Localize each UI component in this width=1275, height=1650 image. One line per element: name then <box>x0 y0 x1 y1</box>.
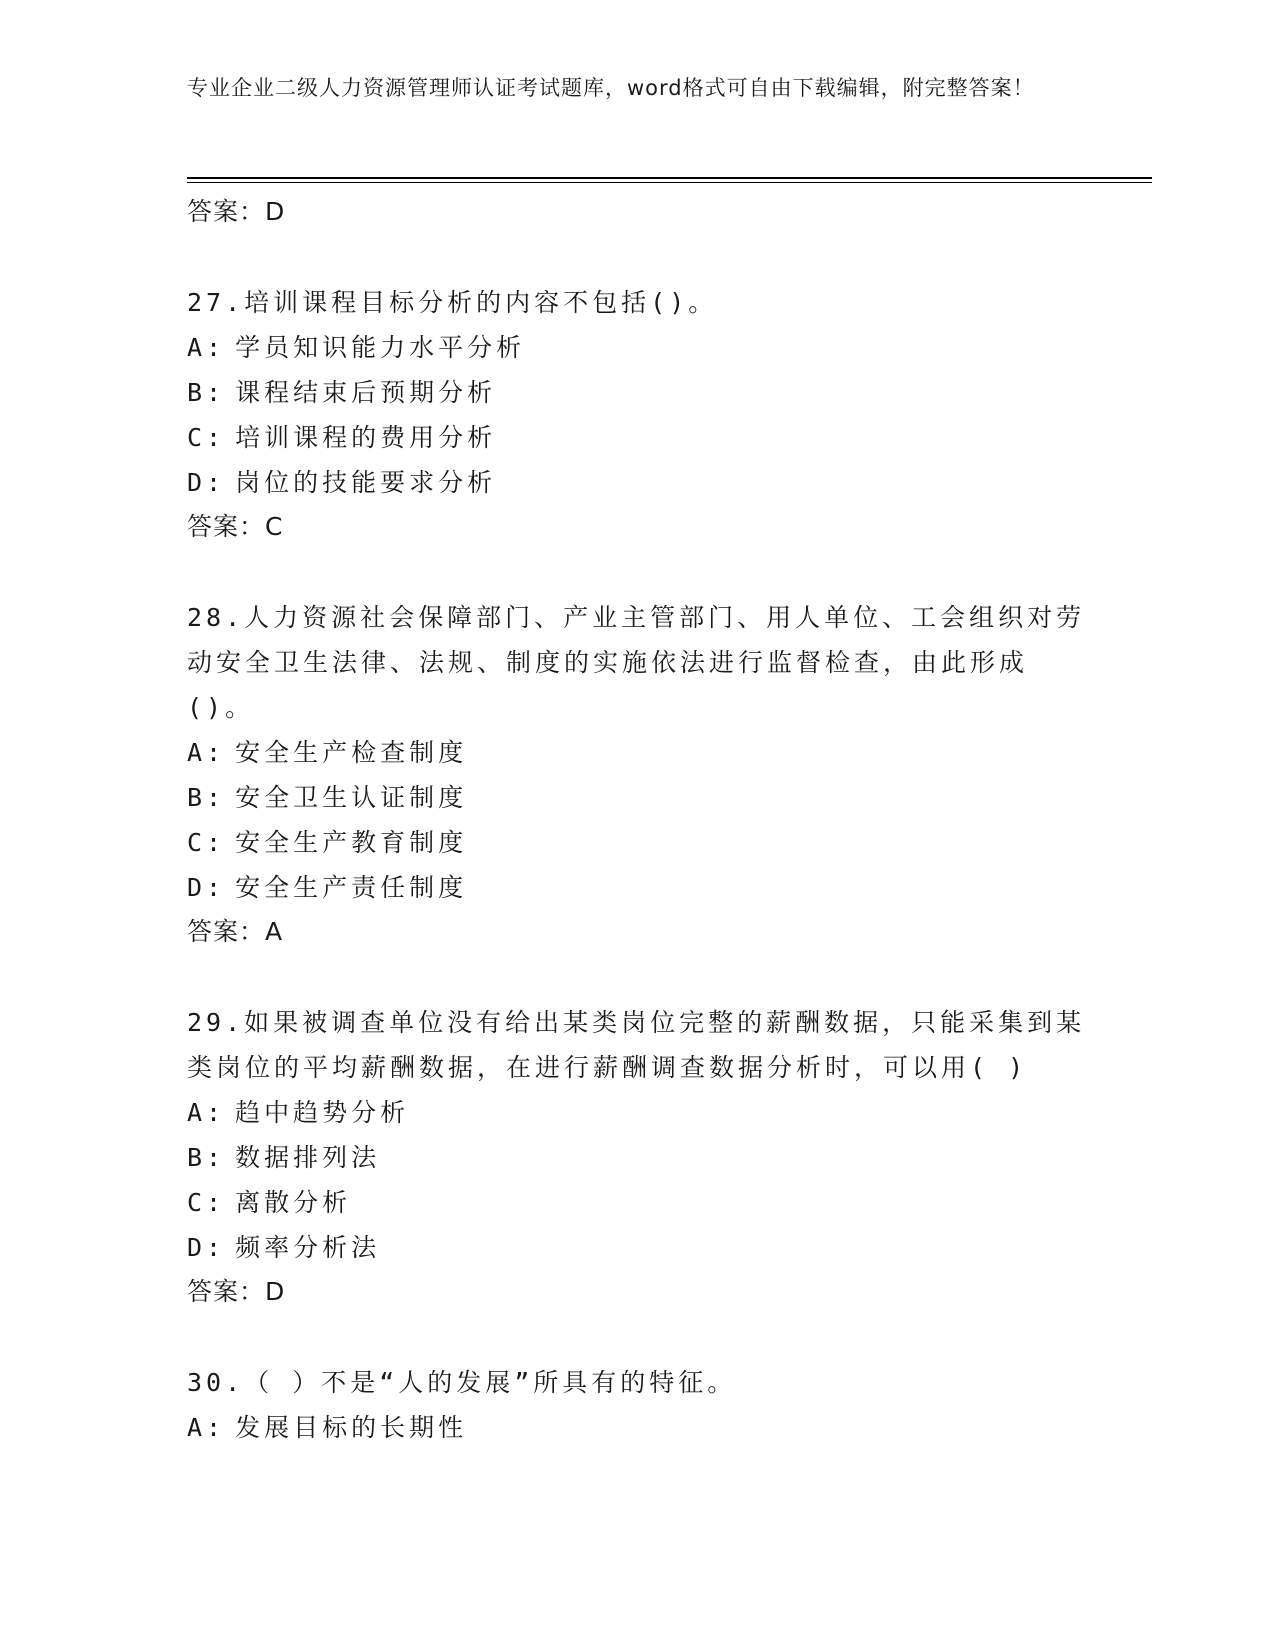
option-text: 安全生产责任制度 <box>235 873 468 902</box>
question-item <box>187 1000 1087 1314</box>
option-a <box>187 1090 1087 1135</box>
option-text: 趋中趋势分析 <box>235 1098 410 1127</box>
question-item <box>187 280 1087 549</box>
option-b <box>187 1135 1087 1180</box>
option-key: B: <box>187 783 226 812</box>
answer-label: 答案：A <box>187 917 284 946</box>
question-text: 30.（ ）不是“人的发展”所具有的特征。 <box>187 1368 737 1397</box>
document-header: 专业企业二级人力资源管理师认证考试题库，word格式可自由下载编辑，附完整答案！ <box>187 76 1035 100</box>
option-key: C: <box>187 423 226 452</box>
header-rule-thin <box>187 182 1152 183</box>
option-key: A: <box>187 1413 226 1442</box>
option-c <box>187 415 1087 460</box>
option-key: D: <box>187 873 226 902</box>
option-key: D: <box>187 468 226 497</box>
option-text: 培训课程的费用分析 <box>235 423 497 452</box>
question-item <box>187 1360 1087 1450</box>
option-key: A: <box>187 738 226 767</box>
option-a <box>187 730 1087 775</box>
option-c <box>187 1180 1087 1225</box>
answer-label: 答案：D <box>187 197 286 226</box>
option-d <box>187 460 1087 505</box>
answer-label: 答案：D <box>187 1277 286 1306</box>
option-text: 岗位的技能要求分析 <box>235 468 497 497</box>
answer-label: 答案：C <box>187 512 284 541</box>
option-text: 课程结束后预期分析 <box>235 378 497 407</box>
question-text: 27.培训课程目标分析的内容不包括()。 <box>187 288 718 317</box>
option-key: B: <box>187 1143 226 1172</box>
option-text: 安全卫生认证制度 <box>235 783 468 812</box>
option-text: 安全生产检查制度 <box>235 738 468 767</box>
question-text: 29.如果被调查单位没有给出某类岗位完整的薪酬数据，只能采集到某类岗位的平均薪酬数据，在进行薪酬调查数据分析时，可以用( ) <box>187 1008 1086 1082</box>
option-key: A: <box>187 333 226 362</box>
document-body <box>187 190 1087 1450</box>
question-item <box>187 595 1087 954</box>
option-key: D: <box>187 1233 226 1262</box>
option-text: 数据排列法 <box>235 1143 381 1172</box>
option-c <box>187 820 1087 865</box>
option-text: 频率分析法 <box>235 1233 381 1262</box>
option-text: 学员知识能力水平分析 <box>235 333 526 362</box>
option-text: 安全生产教育制度 <box>235 828 468 857</box>
option-b <box>187 370 1087 415</box>
option-key: C: <box>187 1188 226 1217</box>
question-text: 28.人力资源社会保障部门、产业主管部门、用人单位、工会组织对劳动安全卫生法律、法规、制度的实施依法进行监督检查，由此形成()。 <box>187 603 1086 722</box>
option-text: 发展目标的长期性 <box>235 1413 468 1442</box>
header-rule-thick <box>187 177 1152 179</box>
option-d <box>187 865 1087 910</box>
option-key: B: <box>187 378 226 407</box>
option-d <box>187 1225 1087 1270</box>
option-a <box>187 1405 1087 1450</box>
option-text: 离散分析 <box>235 1188 352 1217</box>
option-key: C: <box>187 828 226 857</box>
option-b <box>187 775 1087 820</box>
option-a <box>187 325 1087 370</box>
option-key: A: <box>187 1098 226 1127</box>
